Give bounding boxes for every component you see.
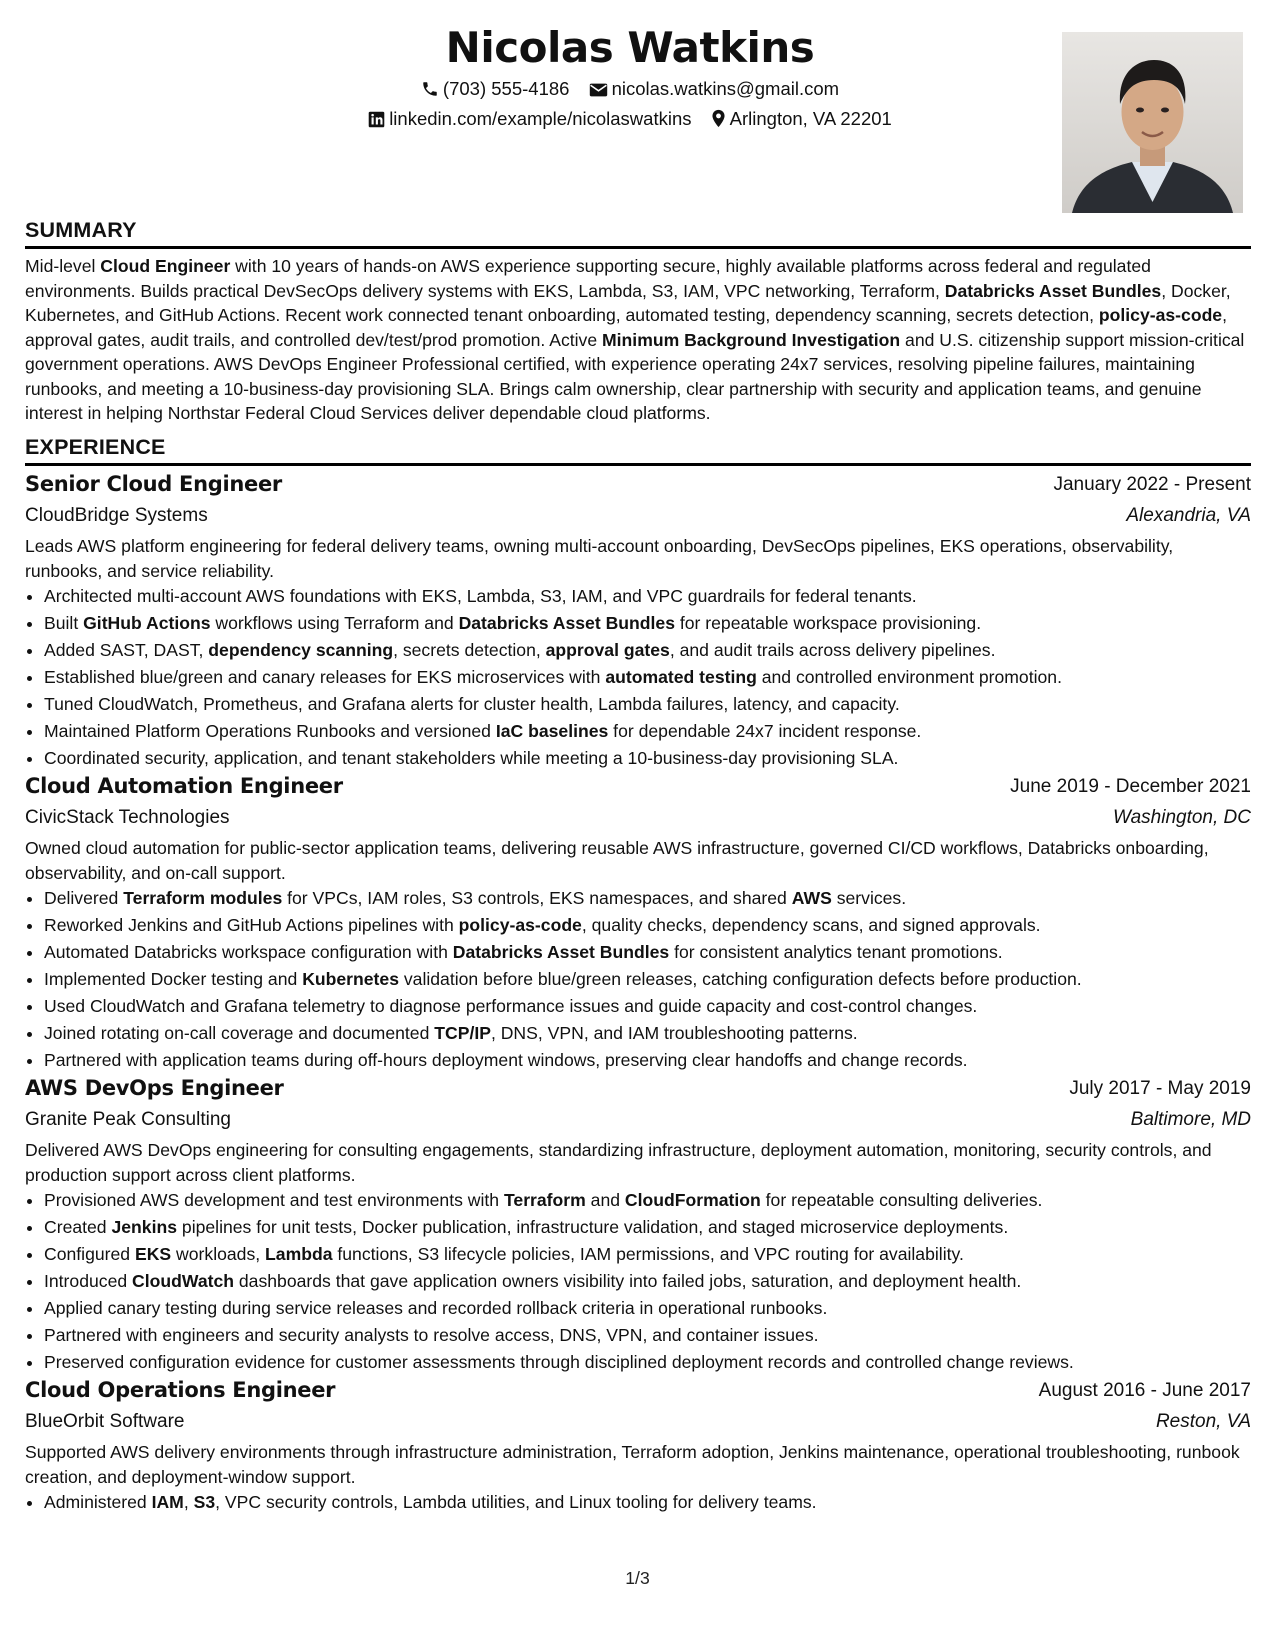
job-title: Cloud Operations Engineer	[25, 1378, 336, 1402]
bold-keyword: CloudWatch	[132, 1271, 234, 1291]
bold-keyword: IAM	[151, 1492, 184, 1512]
bullet-item: • Joined rotating on-call coverage and documented TCP/IP, DNS, VPN, and IAM troubleshooting patterns.	[44, 1020, 1251, 1047]
bullet-item: • Established blue/green and canary releases for EKS microservices with automated testing and controlled environment promotion.	[44, 664, 1251, 691]
job-entry	[25, 469, 1251, 772]
contact-row-1	[25, 74, 1235, 104]
job-title: AWS DevOps Engineer	[25, 1076, 284, 1100]
location-text: Arlington, VA 22201	[729, 108, 892, 129]
bullet-item: • Partnered with engineers and security analysts to resolve access, DNS, VPN, and container issues.	[44, 1322, 1251, 1349]
bullet-item: • Preserved configuration evidence for customer assessments through disciplined deployment records and controlled change reviews.	[44, 1349, 1251, 1376]
envelope-icon	[589, 82, 608, 98]
resume-header	[25, 22, 1235, 134]
summary-heading: SUMMARY	[25, 216, 1251, 249]
linkedin-text[interactable]: linkedin.com/example/nicolaswatkins	[389, 108, 692, 129]
job-company: CloudBridge Systems	[25, 505, 208, 526]
bold-keyword: policy-as-code	[458, 915, 582, 935]
job-summary: Owned cloud automation for public-sector application teams, delivering reusable AWS infrastructure, governed CI/CD workflows, Databricks onboarding, observability, and on-call support.	[25, 838, 1209, 883]
bold-keyword: Terraform	[503, 1190, 586, 1210]
bold-keyword: Databricks Asset Bundles	[452, 942, 670, 962]
bullet-item: • Provisioned AWS development and test environments with Terraform and CloudFormation for repeatable consulting deliveries.	[44, 1187, 1251, 1214]
bold-keyword: Jenkins	[111, 1217, 178, 1237]
job-title: Senior Cloud Engineer	[25, 472, 282, 496]
job-title: Cloud Automation Engineer	[25, 774, 343, 798]
phone-text: (703) 555-4186	[442, 78, 570, 99]
job-location: Alexandria, VA	[1126, 505, 1251, 526]
bullet-item: • Introduced CloudWatch dashboards that gave application owners visibility into failed jobs, saturation, and deployment health.	[44, 1268, 1251, 1295]
bold-keyword: Databricks Asset Bundles	[944, 280, 1162, 301]
linkedin-icon	[368, 111, 385, 128]
job-company: Granite Peak Consulting	[25, 1109, 231, 1130]
bold-keyword: Terraform modules	[123, 888, 283, 908]
job-bullets	[25, 1187, 1251, 1376]
job-dates: August 2016 - June 2017	[1038, 1380, 1251, 1401]
profile-photo	[1062, 32, 1243, 213]
bullet-item: • Implemented Docker testing and Kubernetes validation before blue/green releases, catching configuration defects before production.	[44, 966, 1251, 993]
email-text[interactable]: nicolas.watkins@gmail.com	[611, 78, 840, 99]
job-company: BlueOrbit Software	[25, 1411, 185, 1432]
bold-keyword: Minimum Background Investigation	[602, 329, 901, 350]
job-summary: Supported AWS delivery environments through infrastructure administration, Terraform adoption, Jenkins maintenance, operational troubleshooting, runbook creation, and deployment-window support.	[25, 1442, 1240, 1487]
page-number: 1/3	[625, 1568, 650, 1588]
bold-keyword: policy-as-code	[1098, 305, 1223, 325]
bullet-item: • Partnered with application teams during off-hours deployment windows, preserving clear handoffs and change records.	[44, 1047, 1251, 1074]
bullet-item: • Reworked Jenkins and GitHub Actions pipelines with policy-as-code, quality checks, dependency scans, and signed approvals.	[44, 912, 1251, 939]
job-entry	[25, 1073, 1251, 1376]
bullet-item: • Coordinated security, application, and tenant stakeholders while meeting a 10-business-day provisioning SLA.	[44, 745, 1251, 772]
job-dates: January 2022 - Present	[1053, 474, 1251, 495]
job-bullets	[25, 1489, 1251, 1516]
job-summary: Leads AWS platform engineering for federal delivery teams, owning multi-account onboarding, DevSecOps pipelines, EKS operations, observability, runbooks, and service reliability.	[25, 536, 1174, 581]
job-dates: June 2019 - December 2021	[1010, 776, 1251, 797]
bullet-item: • Tuned CloudWatch, Prometheus, and Grafana alerts for cluster health, Lambda failures, latency, and capacity.	[44, 691, 1251, 718]
bold-keyword: Lambda	[265, 1244, 333, 1264]
bullet-item: • Administered IAM, S3, VPC security controls, Lambda utilities, and Linux tooling for delivery teams.	[44, 1489, 1251, 1516]
bullet-item: • Configured EKS workloads, Lambda functions, S3 lifecycle policies, IAM permissions, and VPC routing for availability.	[44, 1241, 1251, 1268]
bold-keyword: Databricks Asset Bundles	[458, 613, 675, 633]
bold-keyword: automated testing	[605, 667, 757, 687]
contact-row-2	[25, 104, 1235, 134]
bold-keyword: dependency scanning	[208, 640, 394, 660]
bold-keyword: EKS	[134, 1244, 172, 1264]
bold-keyword: IaC baselines	[495, 721, 609, 741]
bold-keyword: approval gates	[545, 640, 670, 660]
job-location: Baltimore, MD	[1130, 1109, 1251, 1130]
location-contact	[711, 104, 892, 134]
bold-keyword: TCP/IP	[434, 1023, 491, 1043]
job-location: Washington, DC	[1113, 807, 1251, 828]
job-bullets	[25, 885, 1251, 1074]
bold-keyword: Kubernetes	[302, 969, 399, 989]
bold-keyword: CloudFormation	[624, 1190, 761, 1210]
job-entry	[25, 771, 1251, 1074]
summary-text: Mid-level Cloud Engineer with 10 years of hands-on AWS experience supporting secure, highly available platforms across federal and regulated environments. Builds practical DevSecOps delivery systems with EKS, Lambda, S3, IAM, VPC networking, Terraform, Databricks Asset Bundles, Docker, Kubernetes, and GitHub Actions. Recent work connected tenant onboarding, automated testing, dependency scanning, secrets detection, policy-as-code, approval gates, audit trails, and controlled dev/test/prod promotion. Active Minimum Background Investigation and U.S. citizenship support mission-critical government operations. AWS DevOps Engineer Professional certified, with experience operating 24x7 services, resolving pipeline failures, maintaining runbooks, and meeting a 10-business-day provisioning SLA. Brings calm ownership, clear partnership with security and application teams, and genuine interest in helping Northstar Federal Cloud Services deliver dependable cloud platforms.	[25, 256, 1245, 423]
job-entry	[25, 1375, 1251, 1516]
bullet-item: • Maintained Platform Operations Runbooks and versioned IaC baselines for dependable 24x7 incident response.	[44, 718, 1251, 745]
phone-icon	[421, 80, 439, 98]
job-dates: July 2017 - May 2019	[1069, 1078, 1251, 1099]
bullet-item: • Built GitHub Actions workflows using Terraform and Databricks Asset Bundles for repeatable workspace provisioning.	[44, 610, 1251, 637]
candidate-name: Nicolas Watkins	[445, 23, 815, 72]
bullet-item: • Automated Databricks workspace configuration with Databricks Asset Bundles for consistent analytics tenant promotions.	[44, 939, 1251, 966]
map-pin-icon	[711, 109, 726, 128]
job-summary: Delivered AWS DevOps engineering for consulting engagements, standardizing infrastructure, deployment automation, monitoring, security controls, and production support across client platforms.	[25, 1140, 1212, 1185]
bold-keyword: AWS	[791, 888, 832, 908]
job-location: Reston, VA	[1155, 1411, 1251, 1432]
bullet-item: • Added SAST, DAST, dependency scanning, secrets detection, approval gates, and audit trails across delivery pipelines.	[44, 637, 1251, 664]
email-contact[interactable]	[589, 74, 840, 104]
bullet-item: • Created Jenkins pipelines for unit tests, Docker publication, infrastructure validation, and staged microservice deployments.	[44, 1214, 1251, 1241]
bold-keyword: Cloud Engineer	[100, 256, 231, 276]
job-bullets	[25, 583, 1251, 772]
bullet-item: • Applied canary testing during service releases and recorded rollback criteria in operational runbooks.	[44, 1295, 1251, 1322]
bullet-item: • Architected multi-account AWS foundations with EKS, Lambda, S3, IAM, and VPC guardrails for federal tenants.	[44, 583, 1251, 610]
bullet-item: • Used CloudWatch and Grafana telemetry to diagnose performance issues and guide capacity and cost-control changes.	[44, 993, 1251, 1020]
experience-heading: EXPERIENCE	[25, 433, 1251, 466]
linkedin-contact[interactable]	[368, 104, 691, 134]
job-company: CivicStack Technologies	[25, 807, 230, 828]
bold-keyword: GitHub Actions	[83, 613, 211, 633]
phone-contact	[421, 74, 570, 104]
bullet-item: • Delivered Terraform modules for VPCs, IAM roles, S3 controls, EKS namespaces, and shared AWS services.	[44, 885, 1251, 912]
bold-keyword: S3	[193, 1492, 216, 1512]
